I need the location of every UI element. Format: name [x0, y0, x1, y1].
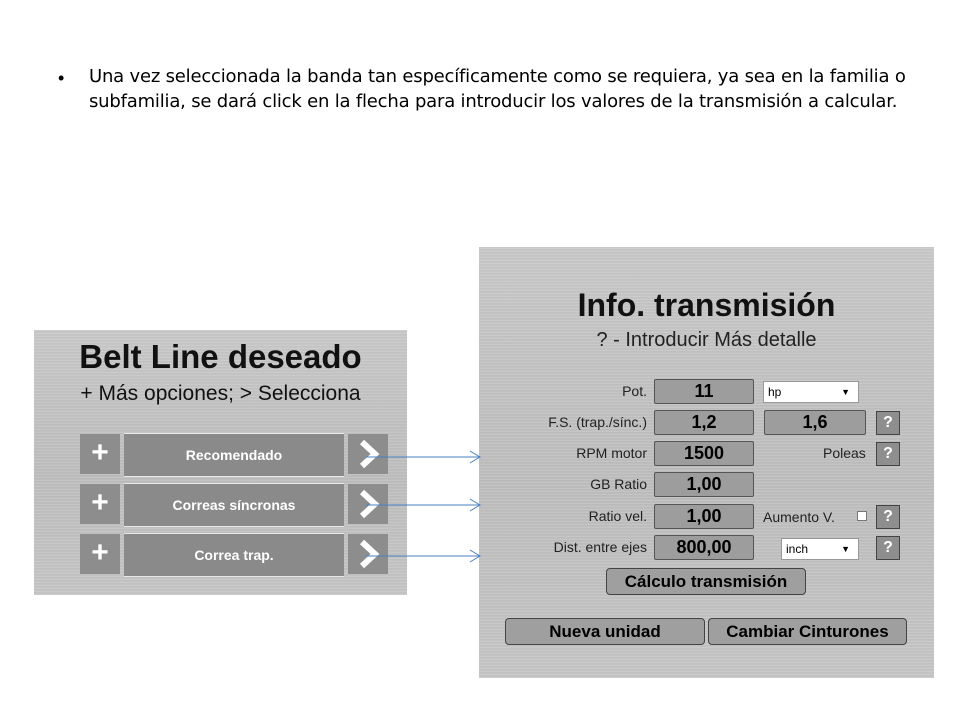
correas-sincronas-button[interactable]: Correas síncronas — [124, 483, 344, 527]
expand-recomendado-button[interactable]: + — [80, 434, 120, 474]
power-label: Pot. — [622, 383, 647, 399]
speed-up-label: Aumento V. — [763, 509, 835, 525]
transmission-subtitle: ? - Introducir Más detalle — [596, 329, 817, 351]
recomendado-button[interactable]: Recomendado — [124, 433, 344, 477]
pulleys-label: Poleas — [823, 445, 866, 461]
distance-unit-value: inch — [786, 542, 809, 556]
chevron-down-icon: ▼ — [841, 387, 850, 397]
belt-line-title: Belt Line deseado — [79, 338, 362, 375]
center-distance-input[interactable]: 800,00 — [654, 535, 754, 560]
new-unit-button[interactable]: Nueva unidad — [505, 618, 705, 645]
center-distance-help-button[interactable]: ? — [876, 536, 900, 560]
bullet-text: Una vez seleccionada la banda tan específicamente como se requiera, ya sea en la familia o subfamilia, se dará click en la flecha para introducir los valores de la transmisión a calcular. — [89, 66, 906, 112]
pulleys-help-button[interactable]: ? — [876, 442, 900, 466]
bullet-symbol: • — [58, 68, 65, 88]
speed-ratio-label: Ratio vel. — [588, 508, 647, 524]
gb-ratio-input[interactable]: 1,00 — [654, 472, 754, 497]
power-input[interactable]: 11 — [654, 379, 754, 404]
transmission-title: Info. transmisión — [577, 287, 836, 323]
expand-correa-trap-button[interactable]: + — [80, 534, 120, 574]
change-belts-button[interactable]: Cambiar Cinturones — [708, 618, 907, 645]
service-factor-label: F.S. (trap./sínc.) — [548, 414, 647, 430]
chevron-down-icon: ▼ — [841, 544, 850, 554]
power-unit-value: hp — [768, 385, 782, 399]
speed-ratio-input[interactable]: 1,00 — [654, 504, 754, 529]
center-distance-label: Dist. entre ejes — [553, 539, 647, 555]
expand-correas-sincronas-button[interactable]: + — [80, 484, 120, 524]
connector-arrow — [366, 550, 480, 562]
connector-arrow — [366, 499, 480, 511]
correa-trap-button[interactable]: Correa trap. — [124, 533, 344, 577]
calculate-transmission-button[interactable]: Cálculo transmisión — [606, 568, 806, 595]
service-factor-sync-input[interactable]: 1,6 — [764, 410, 866, 435]
speed-ratio-help-button[interactable]: ? — [876, 505, 900, 529]
service-factor-help-button[interactable]: ? — [876, 411, 900, 435]
gb-ratio-label: GB Ratio — [590, 476, 647, 492]
service-factor-trap-input[interactable]: 1,2 — [654, 410, 754, 435]
rpm-motor-label: RPM motor — [576, 445, 647, 461]
rpm-motor-input[interactable]: 1500 — [654, 441, 754, 466]
connector-arrow — [366, 451, 480, 463]
belt-line-subtitle: + Más opciones; > Selecciona — [80, 382, 361, 405]
